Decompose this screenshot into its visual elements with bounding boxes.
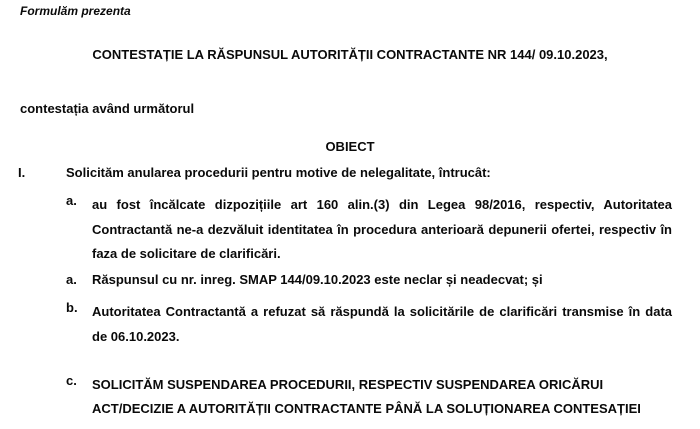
lead-text: contestația având următorul bbox=[20, 101, 195, 116]
list-item-text: au fost încălcate dizpozițiile art 160 alin.(3) din Legea 98/2016, respectiv, Autoritatea Contractantă ne-a dezvăluit identitatea în procedura anterioară depunerii ofertei, respectiv în faza de solicitare de clarificări. bbox=[92, 197, 672, 261]
list-item-marker: a. bbox=[66, 272, 77, 287]
list-item-text: Răspunsul cu nr. inreg. SMAP 144/09.10.2023 este neclar și neadecvat; și bbox=[92, 272, 543, 287]
roman-numeral-marker: I. bbox=[18, 165, 26, 180]
list-item-text: Autoritatea Contractantă a refuzat să răspundă la solicitările de clarificări transmise în data de 06.10.2023. bbox=[92, 304, 672, 344]
list-item-marker: b. bbox=[66, 300, 78, 315]
list-item-marker: c. bbox=[66, 373, 77, 388]
roman-item-text: Solicităm anularea procedurii pentru motive de nelegalitate, întrucât: bbox=[66, 165, 491, 180]
list-item-text: SOLICITĂM SUSPENDAREA PROCEDURII, RESPECTIV SUSPENDAREA ORICĂRUI ACT/DECIZIE A AUTORITĂȚII CONTRACTANTE PÂNĂ LA SOLUȚIONAREA CONTESAȚIEI bbox=[92, 377, 641, 416]
intro-text: Formulăm prezenta bbox=[20, 4, 131, 18]
document-title: CONTESTAȚIE LA RĂSPUNSUL AUTORITĂȚII CONTRACTANTE NR 144/ 09.10.2023, bbox=[92, 47, 608, 62]
list-item-marker: a. bbox=[66, 193, 77, 208]
section-heading: OBIECT bbox=[325, 139, 375, 154]
